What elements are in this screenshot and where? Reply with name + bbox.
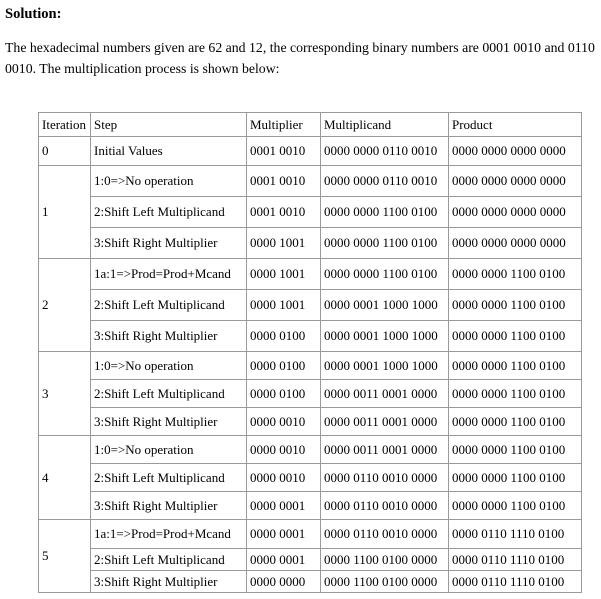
cell-multiplier: 0000 0001	[247, 549, 321, 571]
cell-product: 0000 0000 1100 0100	[449, 464, 582, 492]
column-header-product: Product	[449, 113, 582, 137]
section-title: Solution:	[5, 6, 62, 22]
column-header-step: Step	[91, 113, 247, 137]
cell-step: 3:Shift Right Multiplier	[91, 571, 247, 593]
cell-step: 2:Shift Left Multiplicand	[91, 290, 247, 321]
cell-multiplier: 0000 0001	[247, 492, 321, 520]
table-row	[39, 137, 582, 166]
cell-product: 0000 0000 1100 0100	[449, 492, 582, 520]
table-row	[39, 492, 582, 520]
cell-step: Initial Values	[91, 137, 247, 166]
cell-step: 3:Shift Right Multiplier	[91, 408, 247, 436]
cell-iteration: 0	[39, 137, 91, 166]
cell-step: 1a:1=>Prod=Prod+Mcand	[91, 259, 247, 290]
table-row	[39, 197, 582, 228]
cell-multiplier: 0000 1001	[247, 259, 321, 290]
cell-multiplicand: 0000 0000 1100 0100	[321, 259, 449, 290]
table-row	[39, 571, 582, 593]
table-header-row	[39, 113, 582, 137]
cell-multiplicand: 0000 0110 0010 0000	[321, 520, 449, 549]
cell-product: 0000 0000 1100 0100	[449, 290, 582, 321]
cell-multiplier: 0000 0100	[247, 352, 321, 380]
cell-multiplier: 0000 0100	[247, 380, 321, 408]
cell-product: 0000 0000 1100 0100	[449, 380, 582, 408]
cell-multiplier: 0000 0010	[247, 436, 321, 464]
column-header-iteration: Iteration	[39, 113, 91, 137]
column-header-multiplier: Multiplier	[247, 113, 321, 137]
cell-product: 0000 0000 1100 0100	[449, 436, 582, 464]
cell-multiplier: 0000 0010	[247, 408, 321, 436]
cell-multiplier: 0000 0000	[247, 571, 321, 593]
cell-iteration: 1	[39, 166, 91, 259]
multiplication-table	[38, 112, 582, 593]
cell-multiplier: 0000 0100	[247, 321, 321, 352]
table-row	[39, 259, 582, 290]
cell-step: 1:0=>No operation	[91, 352, 247, 380]
cell-step: 1:0=>No operation	[91, 436, 247, 464]
table-row	[39, 166, 582, 197]
cell-multiplicand: 0000 1100 0100 0000	[321, 571, 449, 593]
table-body	[39, 137, 582, 593]
table-row	[39, 321, 582, 352]
cell-product: 0000 0000 0000 0000	[449, 228, 582, 259]
cell-multiplicand: 0000 0001 1000 1000	[321, 290, 449, 321]
cell-step: 3:Shift Right Multiplier	[91, 321, 247, 352]
cell-multiplicand: 0000 0110 0010 0000	[321, 464, 449, 492]
table-row	[39, 436, 582, 464]
cell-step: 2:Shift Left Multiplicand	[91, 197, 247, 228]
table-row	[39, 520, 582, 549]
cell-product: 0000 0110 1110 0100	[449, 549, 582, 571]
cell-product: 0000 0000 1100 0100	[449, 352, 582, 380]
cell-iteration: 5	[39, 520, 91, 593]
cell-product: 0000 0110 1110 0100	[449, 520, 582, 549]
cell-iteration: 3	[39, 352, 91, 436]
cell-multiplicand: 0000 0001 1000 1000	[321, 321, 449, 352]
cell-multiplicand: 0000 0000 0110 0010	[321, 166, 449, 197]
cell-multiplicand: 0000 0001 1000 1000	[321, 352, 449, 380]
cell-multiplicand: 0000 0000 0110 0010	[321, 137, 449, 166]
cell-product: 0000 0000 1100 0100	[449, 408, 582, 436]
cell-multiplicand: 0000 0011 0001 0000	[321, 380, 449, 408]
cell-step: 2:Shift Left Multiplicand	[91, 549, 247, 571]
cell-step: 3:Shift Right Multiplier	[91, 228, 247, 259]
cell-product: 0000 0000 1100 0100	[449, 321, 582, 352]
cell-multiplier: 0001 0010	[247, 137, 321, 166]
table-row	[39, 464, 582, 492]
cell-multiplier: 0001 0010	[247, 166, 321, 197]
table-row	[39, 549, 582, 571]
cell-multiplier: 0000 1001	[247, 228, 321, 259]
intro-paragraph: The hexadecimal numbers given are 62 and 12, the corresponding binary numbers are 0001 0010 and 0110 0010. The multiplication process is shown below:	[5, 40, 595, 76]
cell-iteration: 2	[39, 259, 91, 352]
cell-product: 0000 0000 0000 0000	[449, 166, 582, 197]
cell-step: 2:Shift Left Multiplicand	[91, 380, 247, 408]
cell-multiplicand: 0000 0000 1100 0100	[321, 228, 449, 259]
cell-step: 2:Shift Left Multiplicand	[91, 464, 247, 492]
cell-product: 0000 0000 0000 0000	[449, 137, 582, 166]
table-row	[39, 352, 582, 380]
cell-product: 0000 0000 1100 0100	[449, 259, 582, 290]
column-header-multiplicand: Multiplicand	[321, 113, 449, 137]
cell-multiplier: 0000 1001	[247, 290, 321, 321]
cell-iteration: 4	[39, 436, 91, 520]
cell-multiplier: 0000 0010	[247, 464, 321, 492]
cell-step: 1:0=>No operation	[91, 166, 247, 197]
cell-multiplicand: 0000 0110 0010 0000	[321, 492, 449, 520]
cell-multiplicand: 0000 0011 0001 0000	[321, 436, 449, 464]
table-row	[39, 408, 582, 436]
cell-multiplicand: 0000 0000 1100 0100	[321, 197, 449, 228]
table-row	[39, 290, 582, 321]
cell-multiplier: 0000 0001	[247, 520, 321, 549]
cell-multiplicand: 0000 1100 0100 0000	[321, 549, 449, 571]
cell-multiplier: 0001 0010	[247, 197, 321, 228]
cell-multiplicand: 0000 0011 0001 0000	[321, 408, 449, 436]
table-row	[39, 228, 582, 259]
cell-step: 3:Shift Right Multiplier	[91, 492, 247, 520]
cell-product: 0000 0110 1110 0100	[449, 571, 582, 593]
table-row	[39, 380, 582, 408]
cell-step: 1a:1=>Prod=Prod+Mcand	[91, 520, 247, 549]
cell-product: 0000 0000 0000 0000	[449, 197, 582, 228]
